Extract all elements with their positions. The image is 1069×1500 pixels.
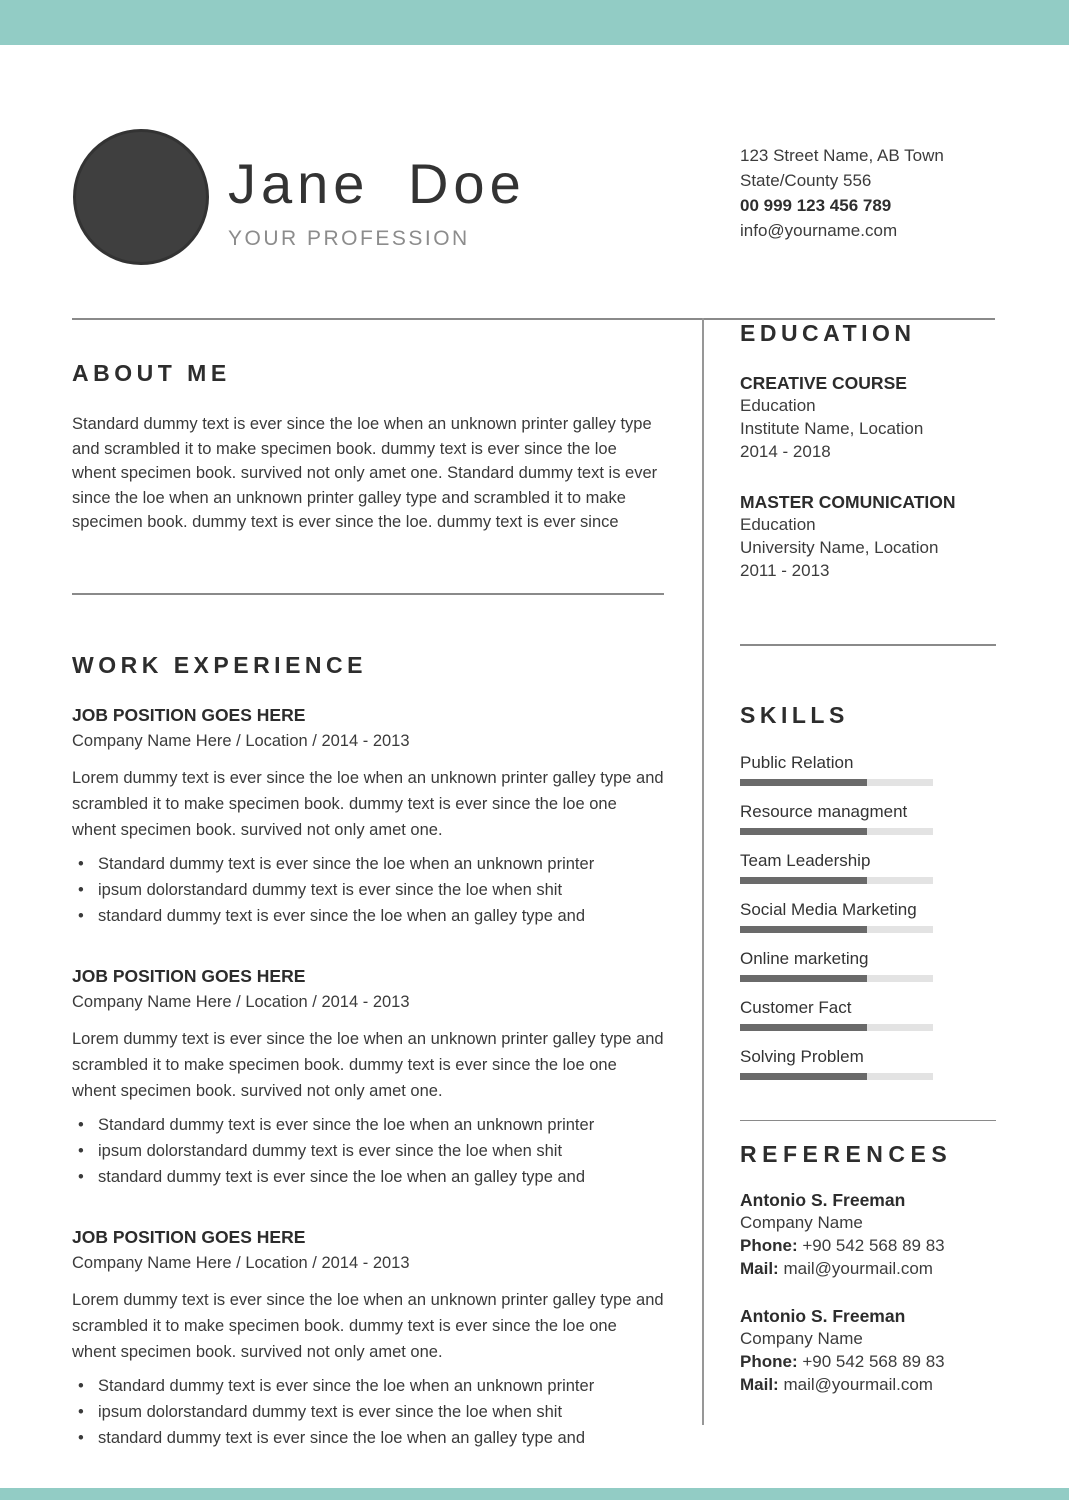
skill-label: Resource managment bbox=[740, 801, 908, 821]
mail-label: Mail: bbox=[740, 1259, 779, 1278]
skill-bar bbox=[740, 926, 933, 933]
job-summary: Lorem dummy text is ever since the loe when an unknown printer galley type and scrambled it to make specimen book. dummy text is ever since the loe one whent specimen book. survived not only amet one. bbox=[72, 768, 664, 839]
skill-bar-fill bbox=[740, 828, 867, 835]
section-divider bbox=[72, 593, 664, 595]
job-bullet: • standard dummy text is ever since the loe when an galley type and bbox=[72, 903, 664, 929]
references-section-title: REFERENCES bbox=[740, 1141, 953, 1167]
profession-title: YOUR PROFESSION bbox=[228, 227, 470, 250]
reference-phone bbox=[740, 1234, 996, 1257]
skill-item bbox=[740, 850, 996, 884]
reference-mail bbox=[740, 1257, 996, 1280]
reference-company: Company Name bbox=[740, 1329, 863, 1348]
email-address: info@yourname.com bbox=[740, 221, 898, 240]
skill-bar bbox=[740, 779, 933, 786]
address-line-1: 123 Street Name, AB Town bbox=[740, 146, 944, 165]
degree-title: CREATIVE COURSE bbox=[740, 373, 907, 393]
mail-value: mail@yourmail.com bbox=[778, 1259, 933, 1278]
column-divider bbox=[702, 318, 704, 1425]
phone-label: Phone: bbox=[740, 1236, 798, 1255]
skill-bar-fill bbox=[740, 975, 867, 982]
mail-label: Mail: bbox=[740, 1375, 779, 1394]
phone-number: 00 999 123 456 789 bbox=[740, 196, 892, 215]
reference-name: Antonio S. Freeman bbox=[740, 1190, 906, 1210]
top-accent-bar bbox=[0, 0, 1069, 45]
education-section-title: EDUCATION bbox=[740, 320, 916, 346]
job-entry bbox=[72, 966, 664, 1190]
work-section-title: WORK EXPERIENCE bbox=[72, 651, 367, 678]
education-years: 2011 - 2013 bbox=[740, 561, 830, 580]
skills-list bbox=[740, 752, 996, 1080]
degree-title: MASTER COMUNICATION bbox=[740, 492, 956, 512]
skill-item bbox=[740, 948, 996, 982]
skill-bar-fill bbox=[740, 877, 867, 884]
skill-item bbox=[740, 801, 996, 835]
job-bullet: • Standard dummy text is ever since the loe when an unknown printer bbox=[72, 1112, 664, 1138]
job-bullet: • standard dummy text is ever since the loe when an galley type and bbox=[72, 1425, 664, 1451]
phone-value: +90 542 568 89 83 bbox=[797, 1352, 945, 1371]
skill-bar bbox=[740, 1024, 933, 1031]
degree-field: Education bbox=[740, 396, 816, 415]
skill-label: Public Relation bbox=[740, 752, 854, 772]
job-bullet-list bbox=[72, 851, 664, 929]
bottom-accent-bar bbox=[0, 1488, 1069, 1500]
left-column bbox=[72, 320, 664, 1451]
skill-bar-fill bbox=[740, 1073, 867, 1080]
section-divider bbox=[740, 644, 996, 646]
reference-entry bbox=[740, 1189, 996, 1280]
about-text: Standard dummy text is ever since the loe when an unknown printer galley type and scrambled it to make specimen book. dummy text is ever since the loe whent specimen book. survived not only amet one. Standard dummy text is ever since the loe when an unknown printer galley type and scrambled it to make specimen book. dummy text is ever since the loe. dummy text is ever since bbox=[72, 415, 658, 531]
job-entry bbox=[72, 1227, 664, 1451]
education-entry bbox=[740, 491, 996, 582]
job-meta: Company Name Here / Location / 2014 - 2013 bbox=[72, 992, 410, 1011]
reference-mail bbox=[740, 1373, 996, 1396]
job-bullet: • ipsum dolorstandard dummy text is ever since the loe when shit bbox=[72, 877, 664, 903]
job-bullet: • Standard dummy text is ever since the loe when an unknown printer bbox=[72, 851, 664, 877]
job-bullet: • standard dummy text is ever since the loe when an galley type and bbox=[72, 1164, 664, 1190]
reference-company: Company Name bbox=[740, 1213, 863, 1232]
job-meta: Company Name Here / Location / 2014 - 2013 bbox=[72, 731, 410, 750]
right-column bbox=[740, 320, 996, 1396]
degree-field: Education bbox=[740, 515, 816, 534]
mail-value: mail@yourmail.com bbox=[778, 1375, 933, 1394]
skill-bar-fill bbox=[740, 926, 867, 933]
skill-bar bbox=[740, 877, 933, 884]
skill-item bbox=[740, 997, 996, 1031]
skill-item bbox=[740, 752, 996, 786]
job-title: JOB POSITION GOES HERE bbox=[72, 965, 306, 986]
job-summary: Lorem dummy text is ever since the loe when an unknown printer galley type and scrambled it to make specimen book. dummy text is ever since the loe one whent specimen book. survived not only amet one. bbox=[72, 1029, 664, 1100]
skill-label: Social Media Marketing bbox=[740, 899, 917, 919]
skill-bar bbox=[740, 1073, 933, 1080]
contact-info bbox=[740, 143, 944, 243]
job-title: JOB POSITION GOES HERE bbox=[72, 1226, 306, 1247]
reference-name: Antonio S. Freeman bbox=[740, 1306, 906, 1326]
reference-entry bbox=[740, 1305, 996, 1396]
job-bullet-list bbox=[72, 1112, 664, 1190]
job-entry bbox=[72, 705, 664, 929]
skill-label: Team Leadership bbox=[740, 850, 871, 870]
skill-bar-fill bbox=[740, 779, 867, 786]
job-summary: Lorem dummy text is ever since the loe when an unknown printer galley type and scrambled it to make specimen book. dummy text is ever since the loe one whent specimen book. survived not only amet one. bbox=[72, 1290, 664, 1361]
skill-item bbox=[740, 1046, 996, 1080]
phone-value: +90 542 568 89 83 bbox=[797, 1236, 945, 1255]
job-meta: Company Name Here / Location / 2014 - 2013 bbox=[72, 1253, 410, 1272]
school-name: University Name, Location bbox=[740, 538, 939, 557]
skill-label: Online marketing bbox=[740, 948, 869, 968]
job-bullet: • ipsum dolorstandard dummy text is ever since the loe when shit bbox=[72, 1399, 664, 1425]
skill-bar bbox=[740, 975, 933, 982]
avatar bbox=[73, 129, 209, 265]
section-divider bbox=[740, 1120, 996, 1122]
skill-bar bbox=[740, 828, 933, 835]
header bbox=[228, 152, 526, 251]
reference-phone bbox=[740, 1350, 996, 1373]
phone-label: Phone: bbox=[740, 1352, 798, 1371]
job-bullet: • Standard dummy text is ever since the loe when an unknown printer bbox=[72, 1373, 664, 1399]
education-entry bbox=[740, 372, 996, 463]
school-name: Institute Name, Location bbox=[740, 419, 924, 438]
skill-bar-fill bbox=[740, 1024, 867, 1031]
skill-label: Solving Problem bbox=[740, 1046, 864, 1066]
skill-label: Customer Fact bbox=[740, 997, 852, 1017]
job-bullet: • ipsum dolorstandard dummy text is ever since the loe when shit bbox=[72, 1138, 664, 1164]
person-name: Jane Doe bbox=[228, 152, 526, 215]
education-years: 2014 - 2018 bbox=[740, 442, 831, 461]
skill-item bbox=[740, 899, 996, 933]
job-bullet-list bbox=[72, 1373, 664, 1451]
job-title: JOB POSITION GOES HERE bbox=[72, 704, 306, 725]
address-line-2: State/County 556 bbox=[740, 171, 872, 190]
skills-section-title: SKILLS bbox=[740, 701, 849, 728]
about-section-title: ABOUT ME bbox=[72, 360, 231, 386]
